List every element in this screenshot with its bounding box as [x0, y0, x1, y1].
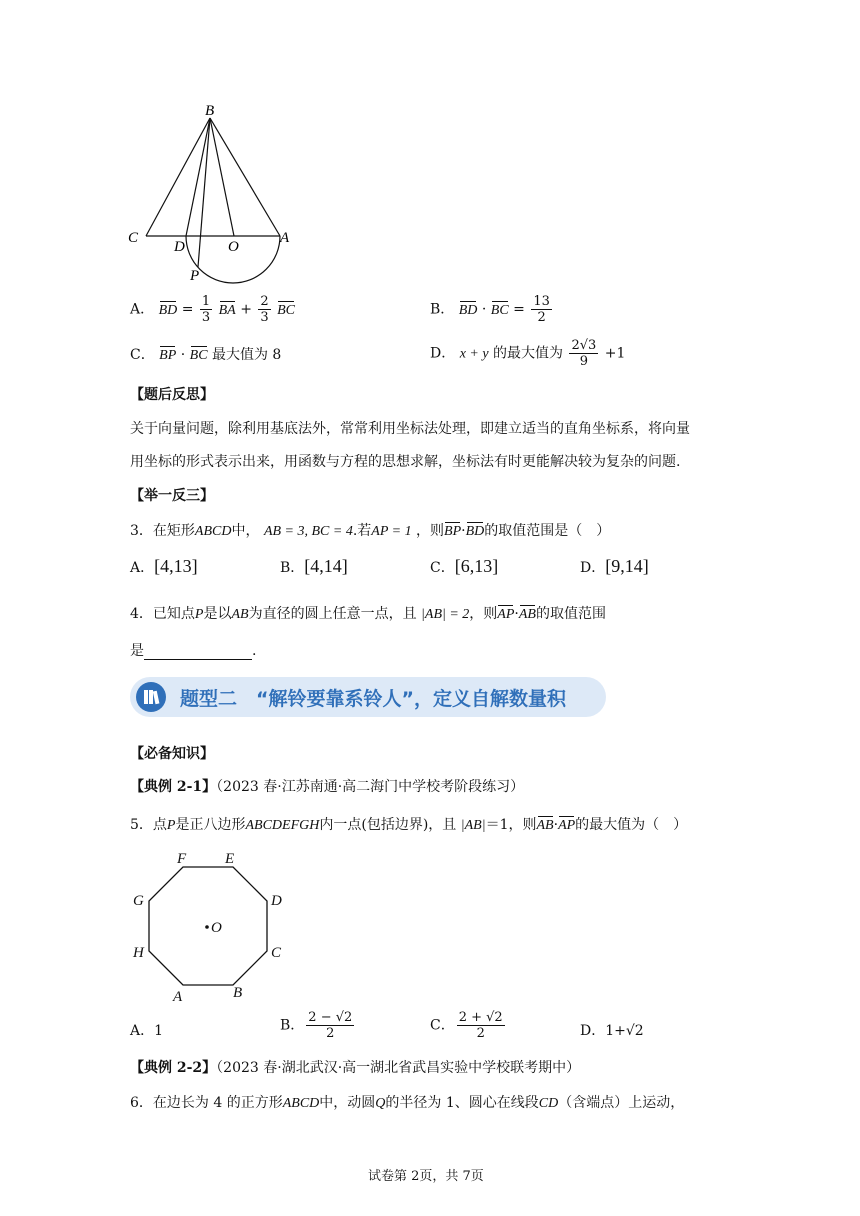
q5-option-c: C． $\frac{2 + √2}{2}$	[430, 1010, 503, 1041]
label-E: E	[225, 851, 235, 867]
octagon-figure	[125, 845, 295, 1010]
option-b: B． BD · BC = $\frac{13}{2}$	[430, 294, 550, 325]
question-5: 5．点P是正八边形ABCDEFGH内一点(包括边界)，且 |AB|＝1，则AB·AP的最大值为（ ）	[130, 817, 688, 833]
label-B: B	[233, 985, 243, 1001]
answer-blank[interactable]	[144, 645, 252, 660]
label-D: D	[174, 239, 185, 255]
page-footer: 试卷第 2页，共 7页	[368, 1169, 484, 1184]
practice-title: 【举一反三】	[130, 488, 214, 504]
question-4-line2: 是 .	[130, 643, 257, 659]
knowledge-title: 【必备知识】	[130, 746, 214, 762]
q3-option-b: B．[4,14]	[280, 556, 348, 576]
q3-option-a: A．[4,13]	[130, 556, 198, 576]
label-O: O	[211, 920, 222, 936]
books-icon	[136, 682, 166, 712]
label-D: D	[271, 893, 282, 909]
label-C: C	[128, 230, 139, 246]
q3-option-d: D．[9,14]	[580, 556, 649, 576]
reflection-line2: 用坐标的形式表示出来，用函数与方程的思想求解，坐标法有时更能解决较为复杂的问题.	[130, 454, 681, 470]
example-2-1-title: 【典例 2-1】（2023 春·江苏南通·高二海门中学校考阶段练习）	[130, 779, 525, 795]
label-B: B	[205, 103, 215, 119]
reflection-title: 【题后反思】	[130, 387, 214, 403]
option-c: C． BP · BC 最大值为 8	[130, 347, 282, 363]
label-H: H	[133, 945, 144, 961]
option-d: D． x + y 的最大值为 $\frac{2√3}{9}$ +1	[430, 338, 626, 369]
q5-option-a: A．1	[130, 1023, 164, 1039]
label-C: C	[271, 945, 282, 961]
label-G: G	[133, 893, 144, 909]
q5-option-d: D．1+√2	[580, 1023, 644, 1039]
question-4: 4．已知点P是以AB为直径的圆上任意一点，且 |AB| = 2，则AP·AB的取值范围	[130, 606, 606, 622]
label-O: O	[228, 239, 239, 255]
section-banner	[130, 677, 606, 717]
reflection-line1: 关于向量问题，除利用基底法外，常常利用坐标法处理，即建立适当的直角坐标系，将向量	[130, 421, 690, 437]
label-P: P	[190, 268, 200, 284]
question-6: 6．在边长为 4 的正方形ABCD中，动圆Q的半径为 1、圆心在线段CD（含端点）上运动，	[130, 1095, 685, 1111]
q5-option-b: B． $\frac{2 - √2}{2}$	[280, 1010, 353, 1041]
label-A: A	[280, 230, 290, 246]
label-F: F	[177, 851, 187, 867]
q3-option-c: C．[6,13]	[430, 556, 499, 576]
question-3: 3．在矩形ABCD中， AB = 3, BC = 4.若AP = 1 ，则BP·BD的取值范围是（ ）	[130, 523, 611, 539]
example-2-2-title: 【典例 2-2】（2023 春·湖北武汉·高一湖北省武昌实验中学校联考期中）	[130, 1060, 581, 1076]
triangle-semicircle-figure	[120, 100, 300, 285]
option-a: A． BD = $\frac{1}{3}$ BA + $\frac{2}{3}$ BC	[130, 294, 295, 325]
label-A: A	[173, 989, 183, 1005]
section-banner-text: 题型二 “解铃要靠系铃人”，定义自解数量积	[180, 688, 566, 710]
